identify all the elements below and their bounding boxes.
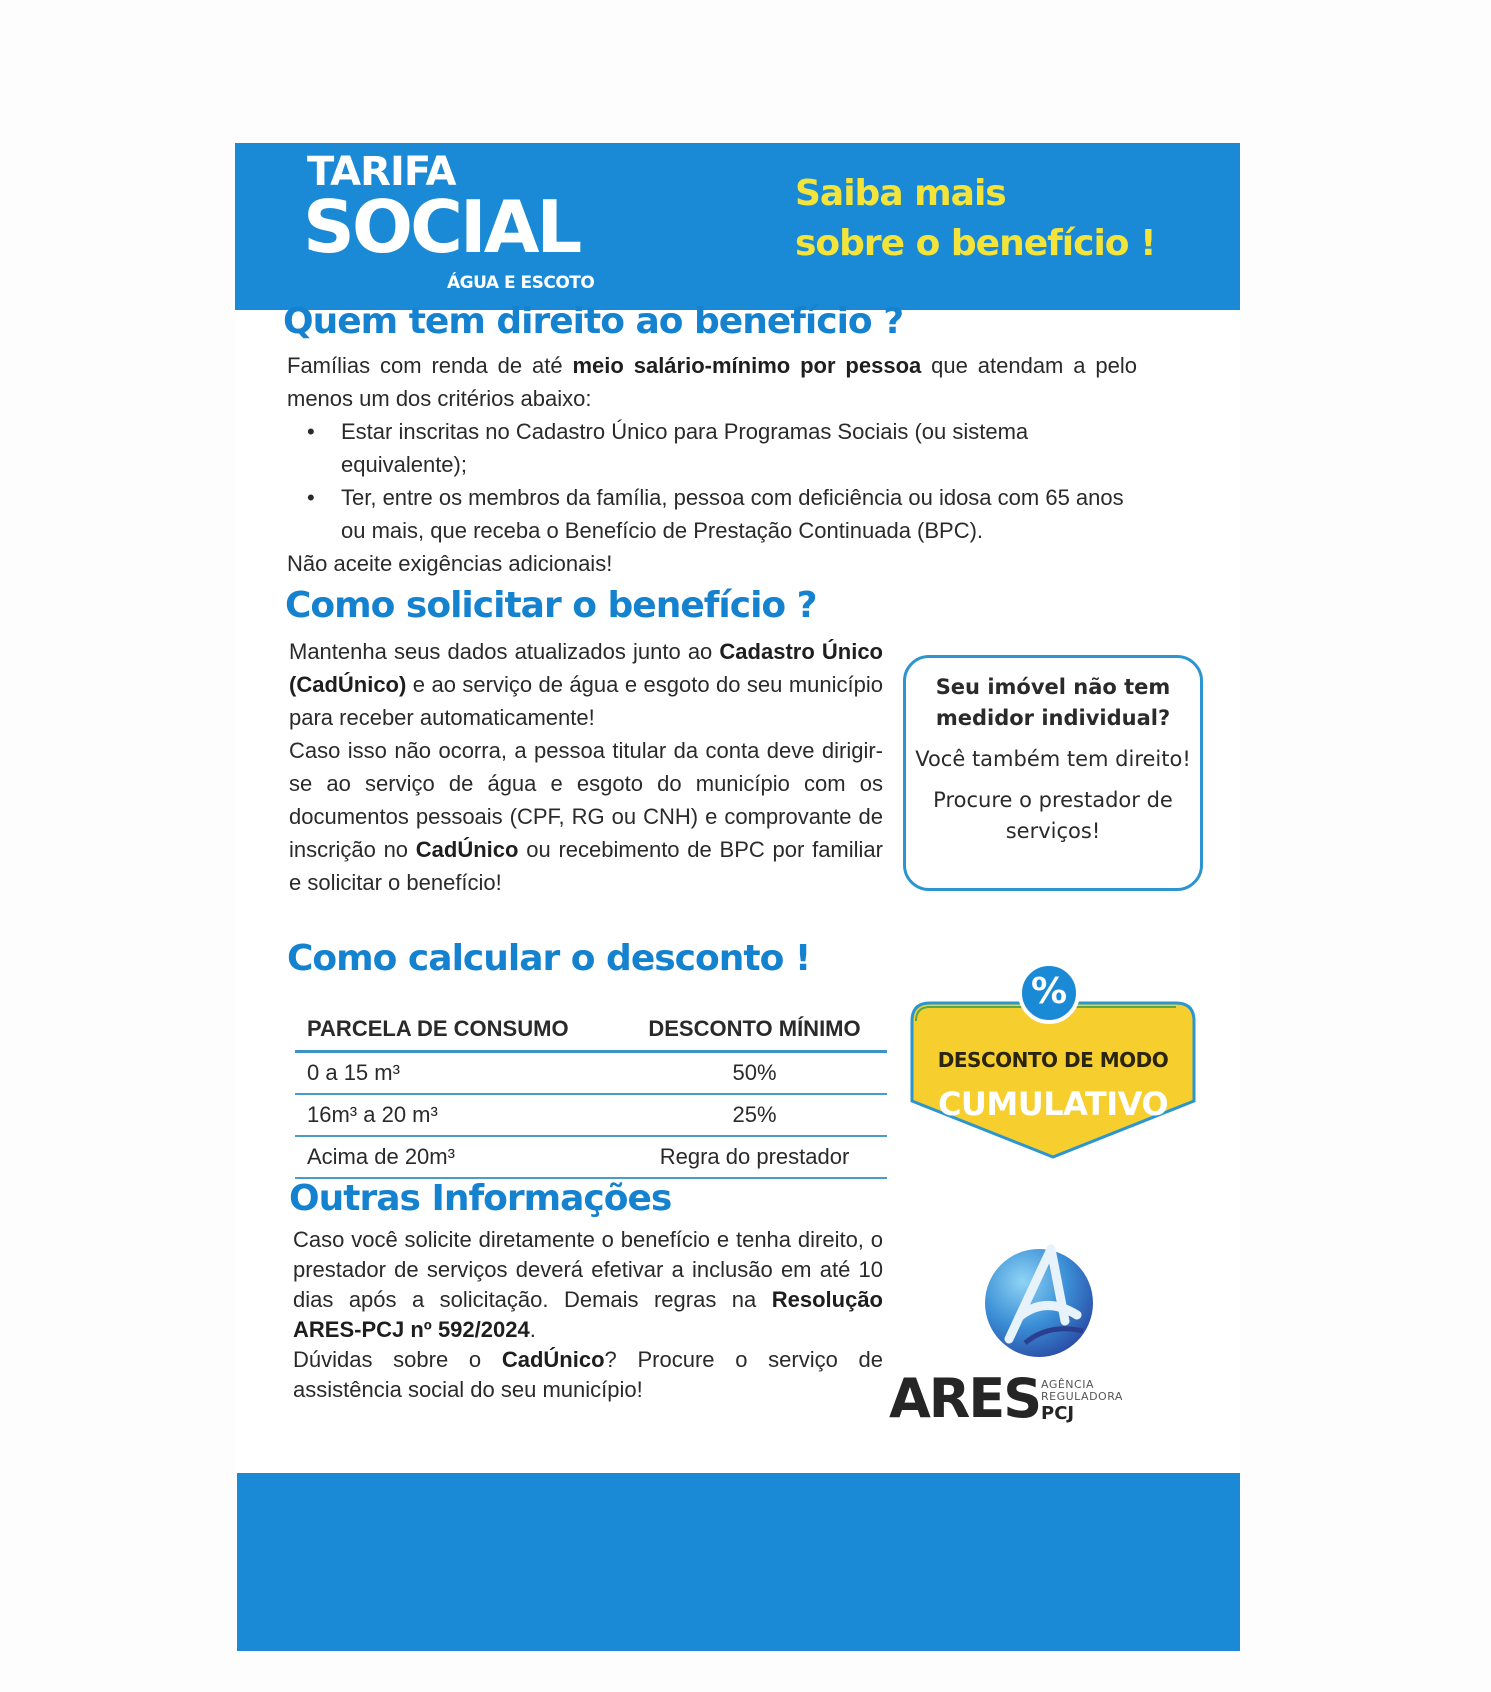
other-info-text <box>293 1225 883 1405</box>
table-row <box>295 1137 887 1179</box>
intro-text: Famílias com renda de até <box>287 353 573 378</box>
p2-bold: CadÚnico <box>501 1347 605 1372</box>
footer-banner <box>237 1473 1240 1651</box>
other-info-paragraph-2 <box>293 1345 883 1405</box>
ares-pcj-logo <box>889 1243 1209 1433</box>
p2-text-end: ou recebimento de BPC por familiar e solicitar o benefício! <box>289 837 883 895</box>
tarifa-social-logo <box>303 149 627 299</box>
table-row <box>295 1053 887 1095</box>
section-title-eligibility: Quem tem direito ao benefício ? <box>283 301 904 342</box>
resolution-reference: Resolução ARES-PCJ nº 592/2024 <box>293 1287 883 1342</box>
column-header-consumption: PARCELA DE CONSUMO <box>307 1016 569 1041</box>
intro-text-end: que atendam a pelo menos um dos critérios abaixo: <box>287 353 1137 411</box>
header-tagline <box>795 169 1156 269</box>
ares-globe-icon <box>979 1243 1099 1363</box>
eligibility-text <box>287 349 1137 580</box>
tagline-line-1: Saiba mais <box>795 173 1006 214</box>
callout-title: Seu imóvel não tem medidor individual? <box>935 675 1171 730</box>
criteria-item: • Estar inscritas no Cadastro Único para Programas Sociais (ou sistema equivalente); <box>287 415 1137 481</box>
callout-line-2: Procure o prestador de serviços! <box>933 788 1173 843</box>
p1-text: Mantenha seus dados atualizados junto ao <box>289 639 720 664</box>
agency-line-1: AGÊNCIA <box>1041 1378 1094 1391</box>
table-row <box>295 1095 887 1137</box>
eligibility-intro <box>287 349 1137 415</box>
request-paragraph-2 <box>289 734 883 899</box>
meter-callout-box <box>903 655 1203 891</box>
criteria-item: • Ter, entre os membros da família, pessoa com deficiência ou idosa com 65 anos ou mais, que receba o Benefício de Prestação Continuada (BPC). <box>287 481 1137 547</box>
p2-text: Dúvidas sobre o <box>293 1347 502 1372</box>
percent-icon: % <box>1030 971 1068 1012</box>
discount-cell: 50% <box>732 1060 777 1085</box>
consumption-cell: Acima de 20m³ <box>307 1144 455 1169</box>
p1-bold: Cadastro Único (CadÚnico) <box>289 639 883 697</box>
logo-line-social: SOCIAL <box>303 185 580 269</box>
ares-pcj-label: PCJ <box>1041 1403 1075 1424</box>
logo-line-tarifa: TARIFA <box>307 149 456 195</box>
criteria-list <box>287 415 1137 547</box>
p1-text-end: . <box>529 1317 536 1342</box>
agency-line-2: REGULADORA <box>1041 1390 1123 1403</box>
cumulative-discount-badge <box>908 961 1198 1161</box>
flyer-page <box>235 143 1240 1653</box>
p2-text: Caso isso não ocorra, a pessoa titular da conta deve dirigir-se ao serviço de água e esgoto do município com os documentos pessoais (CPF, RG ou CNH) e comprovante de inscrição no <box>289 738 883 862</box>
p2-bold: CadÚnico <box>415 837 519 862</box>
badge-line-1: DESCONTO DE MODO <box>937 1048 1169 1072</box>
request-text <box>289 635 883 899</box>
header-banner <box>235 143 1240 310</box>
p2-text-end: ? Procure o serviço de assistência social do seu município! <box>293 1347 884 1402</box>
p1-text-end: e ao serviço de água e esgoto do seu município para receber automaticamente! <box>289 672 883 730</box>
discount-cell: Regra do prestador <box>659 1144 850 1169</box>
discount-table <box>295 1008 887 1179</box>
callout-line-1: Você também tem direito! <box>915 747 1191 771</box>
p1-text: Caso você solicite diretamente o benefício e tenha direito, o prestador de serviços deverá efetivar a inclusão em até 10 dias após a solicitação. Demais regras na <box>293 1227 883 1312</box>
intro-bold: meio salário-mínimo por pessoa <box>572 353 922 378</box>
warning-text: Não aceite exigências adicionais! <box>287 551 613 576</box>
consumption-cell: 16m³ a 20 m³ <box>307 1102 438 1127</box>
other-info-paragraph-1 <box>293 1225 883 1345</box>
section-title-other-info: Outras Informações <box>289 1178 672 1219</box>
request-paragraph-1 <box>289 635 883 734</box>
table-header-row <box>295 1008 887 1053</box>
section-title-how-to-request: Como solicitar o benefício ? <box>285 585 817 626</box>
ares-agency-label <box>1041 1379 1123 1403</box>
ares-wordmark: ARES <box>889 1367 1041 1430</box>
column-header-discount: DESCONTO MÍNIMO <box>648 1016 861 1041</box>
section-title-discount: Como calcular o desconto ! <box>287 938 811 979</box>
consumption-cell: 0 a 15 m³ <box>307 1060 400 1085</box>
badge-line-2: CUMULATIVO <box>937 1085 1169 1123</box>
tagline-line-2: sobre o benefício ! <box>795 223 1156 264</box>
logo-subtitle: ÁGUA E ESCOTO <box>447 273 595 293</box>
discount-cell: 25% <box>732 1102 777 1127</box>
